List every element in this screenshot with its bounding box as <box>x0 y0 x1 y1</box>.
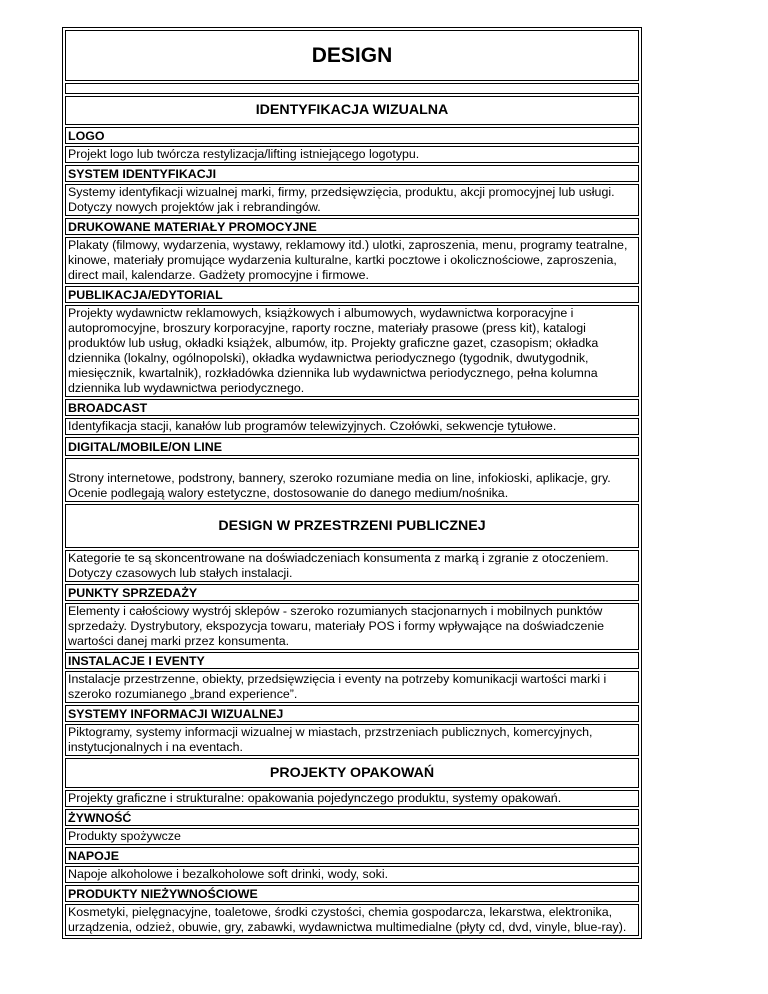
document-table <box>62 27 642 939</box>
category-broadcast: BROADCAST <box>65 399 639 416</box>
section-heading-identyfikacja: IDENTYFIKACJA WIZUALNA <box>65 96 639 125</box>
category-zywnosc: ŻYWNOŚĆ <box>65 809 639 826</box>
category-systemy-informacji: SYSTEMY INFORMACJI WIZUALNEJ <box>65 705 639 722</box>
category-produkty-niezywnosciowe: PRODUKTY NIEŻYWNOŚCIOWE <box>65 885 639 902</box>
category-instalacje-eventy: INSTALACJE I EVENTY <box>65 652 639 669</box>
section-intro-opakowania: Projekty graficzne i strukturalne: opakowania pojedynczego produktu, systemy opakowań. <box>65 790 639 807</box>
category-punkty-sprzedazy: PUNKTY SPRZEDAŻY <box>65 584 639 601</box>
section-intro-przestrzen-publiczna: Kategorie te są skoncentrowane na doświadczeniach konsumenta z marką i zgranie z otoczeniem. Dotyczy czasowych lub stałych instalacji. <box>65 550 639 582</box>
description-instalacje-eventy: Instalacje przestrzenne, obiekty, przedsięwzięcia i eventy na potrzeby komunikacji wartości marki i szeroko rozumianego „brand experience”. <box>65 671 639 703</box>
category-digital-mobile-online: DIGITAL/MOBILE/ON LINE <box>65 437 639 456</box>
description-system-identyfikacji: Systemy identyfikacji wizualnej marki, firmy, przedsięwzięcia, produktu, akcji promocyjnej lub usługi. Dotyczy nowych projektów jak i rebrandingów. <box>65 184 639 216</box>
description-drukowane-materialy: Plakaty (filmowy, wydarzenia, wystawy, reklamowy itd.) ulotki, zaproszenia, menu, programy teatralne, kinowe, materiały promujące wydarzenia kulturalne, kartki pocztowe i okolicznościowe, zaproszenia, direct mail, kalendarze. Gadżety promocyjne i firmowe. <box>65 237 639 284</box>
description-produkty-niezywnosciowe: Kosmetyki, pielęgnacyjne, toaletowe, środki czystości, chemia gospodarcza, lekarstwa, elektronika, urządzenia, odzież, obuwie, gry, zabawki, wydawnictwa multimedialne (płyty cd, dvd, vinyle, blue-ray). <box>65 904 639 936</box>
description-broadcast: Identyfikacja stacji, kanałów lub programów telewizyjnych. Czołówki, sekwencje tytułowe. <box>65 418 639 435</box>
description-systemy-informacji: Piktogramy, systemy informacji wizualnej w miastach, przstrzeniach publicznych, komercyjnych, instytucjonalnych i na eventach. <box>65 724 639 756</box>
section-heading-opakowania: PROJEKTY OPAKOWAŃ <box>65 758 639 788</box>
section-heading-przestrzen-publiczna: DESIGN W PRZESTRZENI PUBLICZNEJ <box>65 504 639 548</box>
document-title: DESIGN <box>65 30 639 81</box>
description-publikacja-edytorial: Projekty wydawnictw reklamowych, książkowych i albumowych, wydawnictwa korporacyjne i autopromocyjne, broszury korporacyjne, raporty roczne, materiały prasowe (press kit), katalogi produktów lub usług, okładki książek, albumów, itp. Projekty graficzne gazet, czasopism; okładka dziennika (lokalny, ogólnopolski), okładka wydawnictwa periodycznego (tygodnik, dwutygodnik, miesięcznik, kwartalnik), rozkładówka dziennika lub wydawnictwa periodycznego, pełna kolumna dziennika lub wydawnictwa periodycznego. <box>65 305 639 397</box>
description-zywnosc: Produkty spożywcze <box>65 828 639 845</box>
category-logo: LOGO <box>65 127 639 144</box>
description-punkty-sprzedazy: Elementy i całościowy wystrój sklepów - szeroko rozumianych stacjonarnych i mobilnych punktów sprzedaży. Dystrybutory, ekspozycja towaru, materiały POS i formy wpływające na doświadczenie wartości danej marki przez konsumenta. <box>65 603 639 650</box>
category-publikacja-edytorial: PUBLIKACJA/EDYTORIAL <box>65 286 639 303</box>
category-drukowane-materialy: DRUKOWANE MATERIAŁY PROMOCYJNE <box>65 218 639 235</box>
spacer-row <box>65 83 639 94</box>
category-napoje: NAPOJE <box>65 847 639 864</box>
description-logo: Projekt logo lub twórcza restylizacja/lifting istniejącego logotypu. <box>65 146 639 163</box>
category-system-identyfikacji: SYSTEM IDENTYFIKACJI <box>65 165 639 182</box>
description-napoje: Napoje alkoholowe i bezalkoholowe soft drinki, wody, soki. <box>65 866 639 883</box>
description-digital-mobile-online: Strony internetowe, podstrony, bannery, szeroko rozumiane media on line, infokioski, aplikacje, gry. Ocenie podlegają walory estetyczne, dostosowanie do danego medium/nośnika. <box>65 458 639 502</box>
